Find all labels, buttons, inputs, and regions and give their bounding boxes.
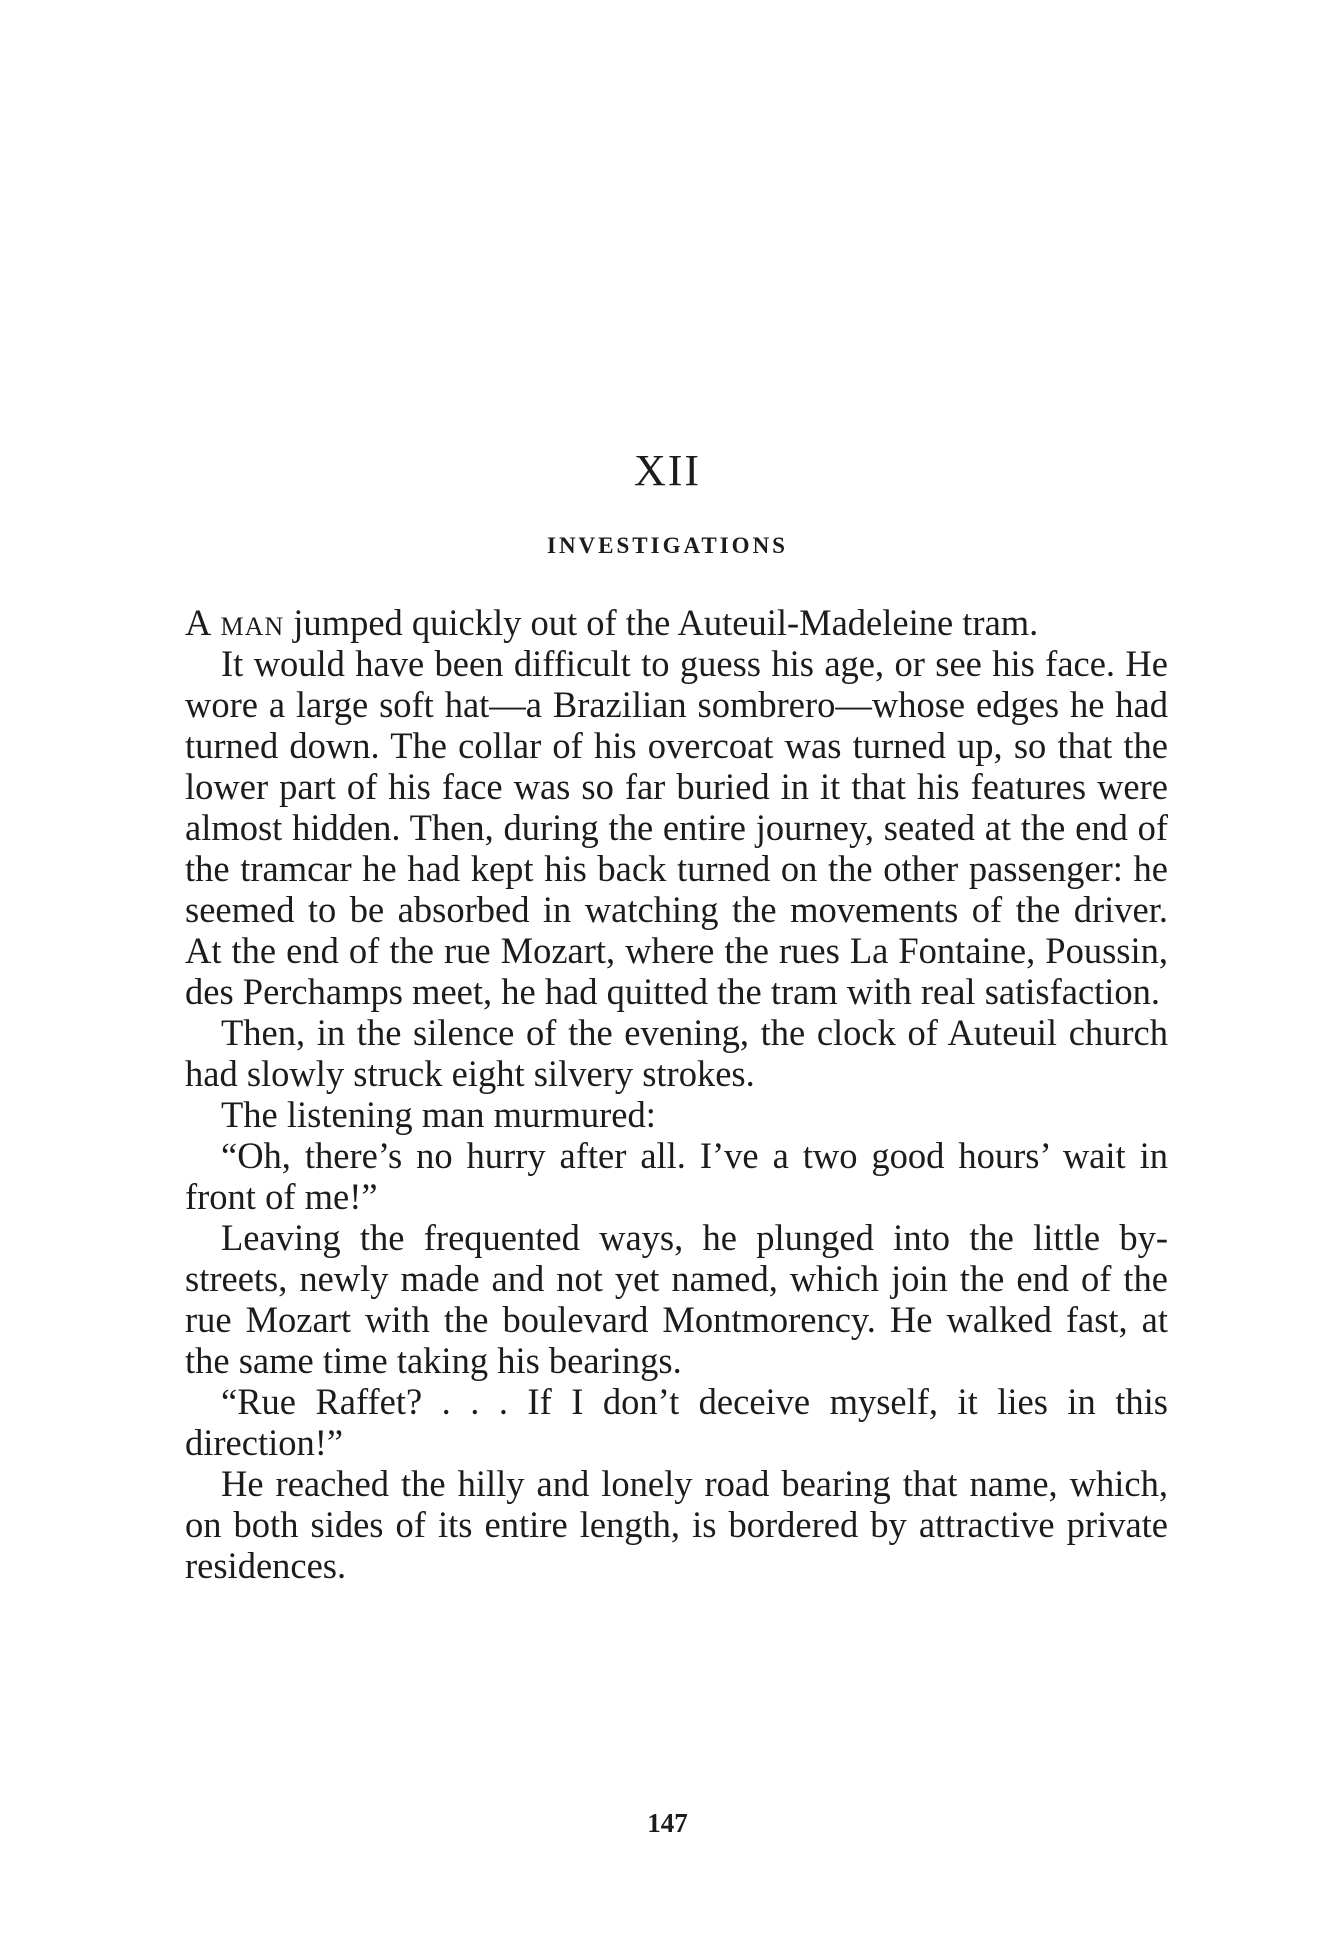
chapter-title: INVESTIGATIONS xyxy=(547,533,788,558)
paragraph-2: It would have been difficult to guess his age, or see his face. He wore a large soft hat—a Brazilian sombrero—whose edges he had turned down. The collar of his overcoat was turned up, so that the lower part of his face was so far buried in it that his features were almost hidden. Then, during the entire journey, seated at the end of the tramcar he had kept his back turned on the other passenger: he seemed to be absorbed in watching the movements of the driver. At the end of the rue Mozart, where the rues La Fontaine, Poussin, des Perchamps meet, he had quitted the tram with real satisfaction. xyxy=(185,643,1168,1012)
chapter-number: XII xyxy=(633,446,702,495)
page-number: 147 xyxy=(647,1808,688,1838)
paragraph-1-text: jumped quickly out of the Auteuil-Madeleine tram. xyxy=(284,602,1039,643)
opening-words: A man xyxy=(185,602,285,643)
paragraph-3: Then, in the silence of the evening, the clock of Auteuil church had slowly struck eight silvery strokes. xyxy=(185,1012,1168,1094)
paragraph-7: “Rue Raffet? . . . If I don’t deceive myself, it lies in this direction!” xyxy=(185,1381,1168,1463)
chapter-body xyxy=(185,602,1168,1586)
paragraph-8: He reached the hilly and lonely road bearing that name, which, on both sides of its entire length, is bordered by attractive private residences. xyxy=(185,1463,1168,1586)
paragraph-5: “Oh, there’s no hurry after all. I’ve a two good hours’ wait in front of me!” xyxy=(185,1135,1168,1217)
paragraph-1 xyxy=(185,602,1168,643)
paragraph-4: The listening man murmured: xyxy=(221,1094,656,1135)
paragraph-6: Leaving the frequented ways, he plunged into the little by-streets, newly made and not yet named, which join the end of the rue Mozart with the boulevard Montmorency. He walked fast, at the same time taking his bearings. xyxy=(185,1217,1168,1381)
